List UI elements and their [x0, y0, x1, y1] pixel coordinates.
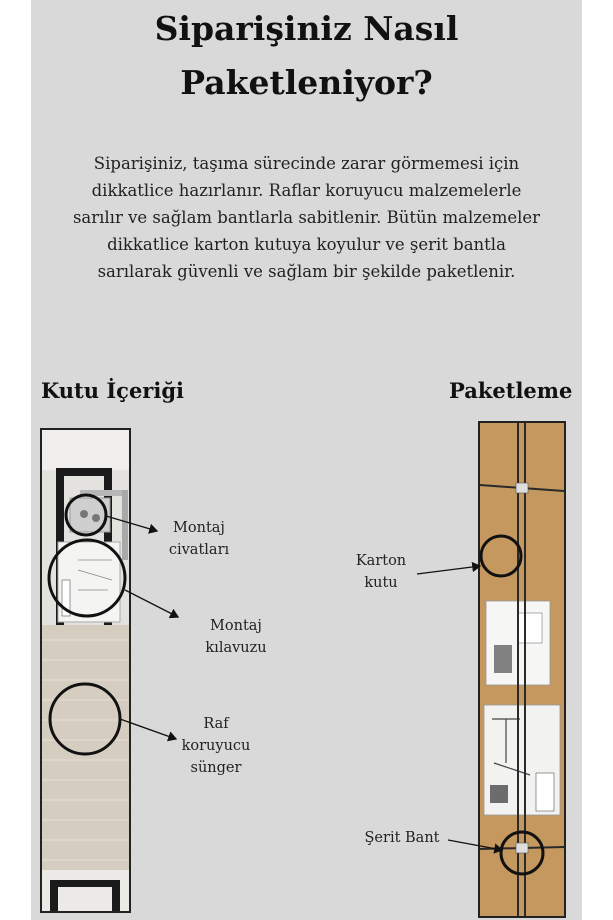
- description-line: dikkatlice hazırlanır. Raflar koruyucu malzemelerle: [91, 181, 522, 200]
- label-line: civatları: [168, 542, 230, 558]
- description-line: sarılarak güvenli ve sağlam bir şekilde paketlenir.: [97, 262, 516, 281]
- label-foam: [171, 713, 261, 779]
- packaging-illustration: [480, 423, 564, 916]
- label-line: Montaj: [173, 520, 225, 536]
- label-line: Montaj: [210, 618, 262, 634]
- description-line: sarılır ve sağlam bantlarla sabitlenir. Bütün malzemeler: [72, 208, 541, 227]
- title-line-2: Paketleniyor?: [180, 63, 433, 102]
- label-screws: [158, 517, 240, 561]
- page-title: [31, 2, 582, 110]
- title-line-1: Siparişiniz Nasıl: [154, 9, 459, 48]
- label-line: koruyucu: [181, 738, 251, 754]
- label-line: kutu: [364, 575, 398, 591]
- label-tape: Şerit Bant: [364, 830, 440, 846]
- label-line: Karton: [355, 553, 407, 569]
- heading-box-contents: Kutu İçeriği: [41, 378, 185, 403]
- description-line: Siparişiniz, taşıma sürecinde zarar görmemesi için: [93, 154, 520, 173]
- description-line: dikkatlice karton kutuya koyulur ve şerit bantla: [107, 235, 506, 254]
- label-line: Raf: [203, 716, 229, 732]
- box-contents-photo: [40, 428, 131, 913]
- box-contents-illustration: [42, 430, 129, 911]
- label-line: kılavuzu: [205, 640, 267, 656]
- label-manual: [194, 615, 278, 659]
- description: [45, 150, 568, 285]
- label-box: [341, 550, 421, 594]
- label-line: sünger: [190, 760, 242, 776]
- heading-packaging: Paketleme: [449, 378, 573, 403]
- packaging-photo: [478, 421, 566, 918]
